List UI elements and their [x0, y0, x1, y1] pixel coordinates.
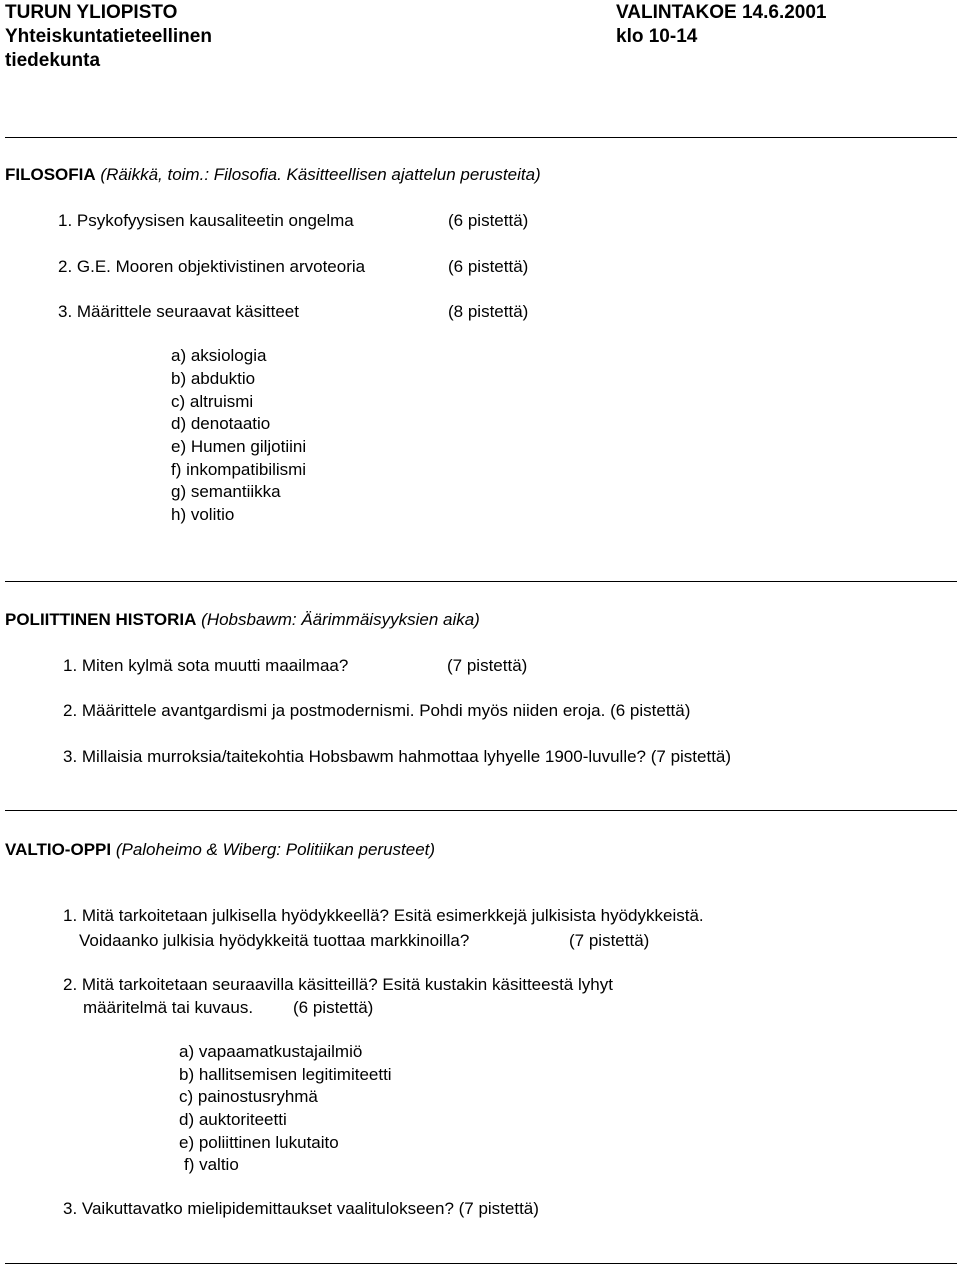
term-item: e) poliittinen lukutaito — [179, 1133, 339, 1152]
filosofia-question-2-points: (6 pistettä) — [448, 257, 529, 276]
filosofia-question-1-points: (6 pistettä) — [448, 211, 529, 230]
valtio-question-3: 3. Vaikuttavatko mielipidemittaukset vaalitulokseen? (7 pistettä) — [63, 1199, 539, 1218]
term-item: a) aksiologia — [171, 346, 267, 365]
valtio-question-1-line1: 1. Mitä tarkoitetaan julkisella hyödykkeellä? Esitä esimerkkejä julkisista hyödykkeistä. — [63, 906, 704, 925]
valtio-question-2-points: (6 pistettä) — [293, 998, 374, 1017]
term-item: f) inkompatibilismi — [171, 460, 307, 479]
valtio-heading — [5, 840, 435, 860]
section-divider-2 — [5, 810, 957, 811]
term-item: e) Humen giljotiini — [171, 437, 307, 456]
valtio-title: VALTIO-OPPI — [5, 840, 112, 859]
section-divider-1 — [5, 581, 957, 582]
historia-heading — [5, 610, 480, 630]
historia-question-2: 2. Määrittele avantgardismi ja postmodernismi. Pohdi myös niiden eroja. (6 pistettä) — [63, 701, 691, 720]
historia-question-1-points: (7 pistettä) — [447, 656, 528, 675]
term-item: b) hallitsemisen legitimiteetti — [179, 1065, 392, 1084]
footer-divider — [5, 1263, 957, 1264]
valtio-question-2-line1: 2. Mitä tarkoitetaan seuraavilla käsitteillä? Esitä kustakin käsitteestä lyhyt — [63, 975, 613, 994]
term-item: g) semantiikka — [171, 482, 281, 501]
header-divider — [5, 137, 957, 138]
historia-question-1: 1. Miten kylmä sota muutti maailmaa? — [63, 656, 349, 675]
faculty-name-line1: Yhteiskuntatieteellinen — [5, 26, 212, 47]
exam-time: klo 10-14 — [616, 26, 698, 47]
filosofia-question-3: 3. Määrittele seuraavat käsitteet — [58, 302, 299, 321]
filosofia-question-3-points: (8 pistettä) — [448, 302, 529, 321]
exam-title: VALINTAKOE 14.6.2001 — [616, 2, 827, 23]
historia-question-3: 3. Millaisia murroksia/taitekohtia Hobsbawm hahmottaa lyhyelle 1900-luvulle? (7 pistettä) — [63, 747, 732, 766]
term-item: f) valtio — [184, 1155, 239, 1174]
filosofia-source: (Räikkä, toim.: Filosofia. Käsitteellisen ajattelun perusteita) — [100, 165, 541, 184]
term-item: a) vapaamatkustajailmiö — [179, 1042, 363, 1061]
historia-source: (Hobsbawm: Äärimmäisyyksien aika) — [201, 610, 480, 629]
valtio-question-1-points: (7 pistettä) — [569, 931, 650, 950]
filosofia-title: FILOSOFIA — [5, 165, 96, 184]
term-item: c) painostusryhmä — [179, 1087, 318, 1106]
filosofia-question-1: 1. Psykofyysisen kausaliteetin ongelma — [58, 211, 354, 230]
valtio-question-2-line2: määritelmä tai kuvaus. — [83, 998, 254, 1017]
filosofia-question-2: 2. G.E. Mooren objektivistinen arvoteoria — [58, 257, 366, 276]
term-item: b) abduktio — [171, 369, 256, 388]
valtio-source: (Paloheimo & Wiberg: Politiikan perusteet) — [115, 840, 436, 859]
term-item: c) altruismi — [171, 392, 254, 411]
term-item: d) denotaatio — [171, 414, 271, 433]
filosofia-heading — [5, 165, 541, 185]
term-item: d) auktoriteetti — [179, 1110, 287, 1129]
faculty-name-line2: tiedekunta — [5, 50, 101, 71]
term-item: h) volitio — [171, 505, 235, 524]
university-name: TURUN YLIOPISTO — [5, 2, 178, 23]
valtio-question-1-line2: Voidaanko julkisia hyödykkeitä tuottaa markkinoilla? — [79, 931, 470, 950]
historia-title: POLIITTINEN HISTORIA — [5, 610, 197, 629]
